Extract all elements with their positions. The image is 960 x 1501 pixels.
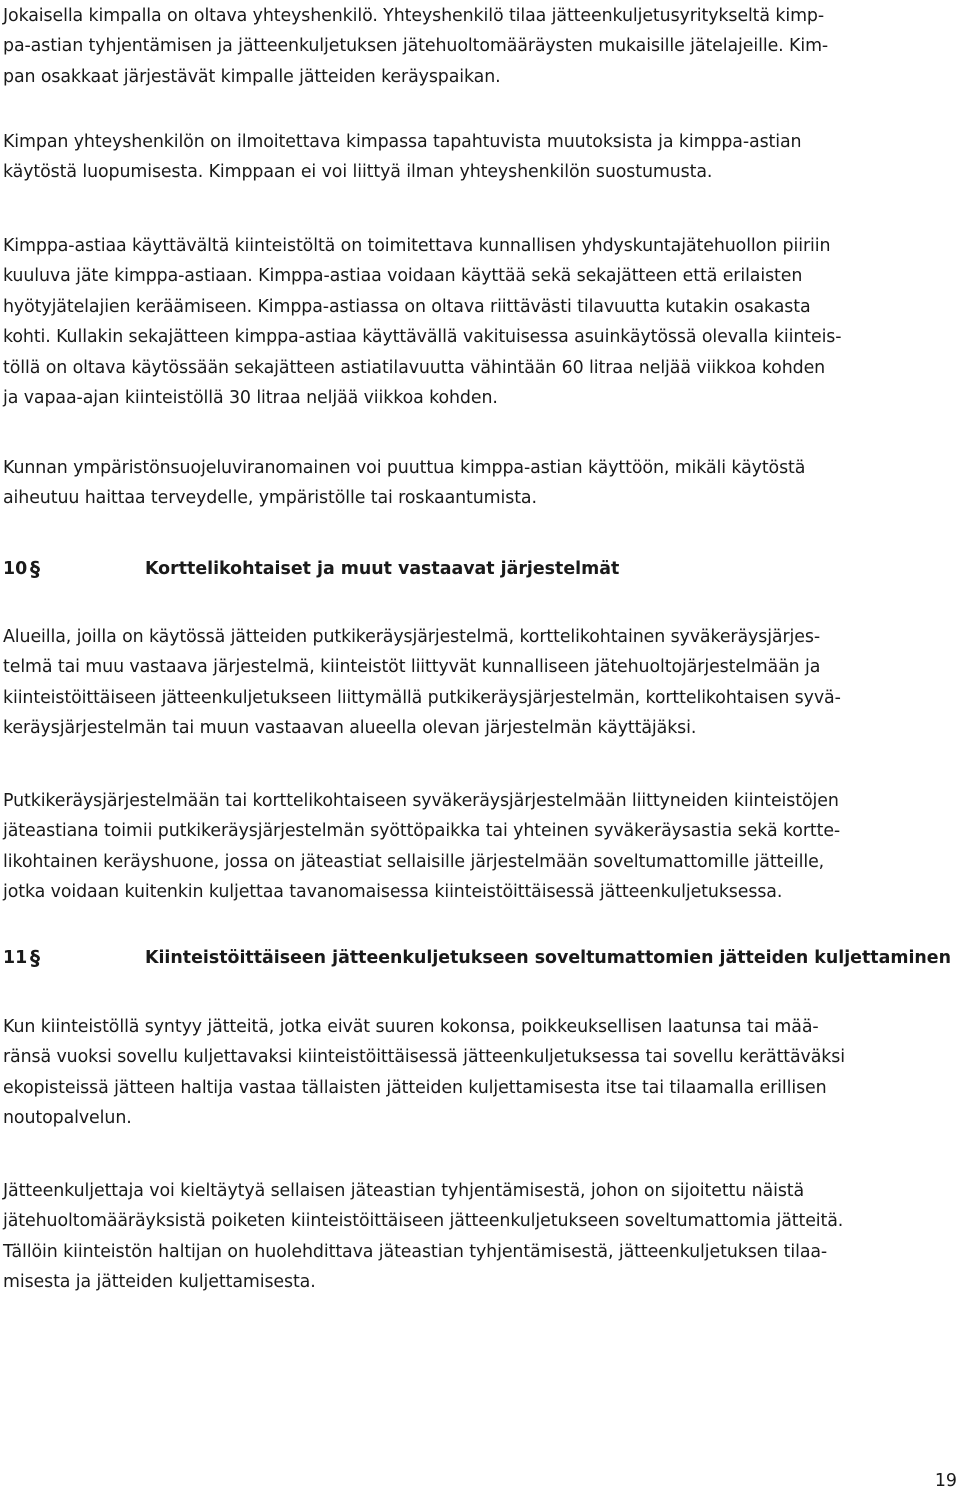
section-number: 11 <box>3 948 28 968</box>
text-line: Kimppa-astiaa käyttävältä kiinteistöltä on toimitettava kunnallisen yhdyskuntajätehuollon piiriin <box>3 236 831 256</box>
text-line: telmä tai muu vastaava järjestelmä, kiinteistöt liittyvät kunnalliseen jätehuoltojärjestelmään ja <box>3 657 821 678</box>
paragraph-text <box>3 1 955 92</box>
paragraph-text <box>3 231 955 413</box>
text-line: pan osakkaat järjestävät kimpalle jätteiden keräyspaikan. <box>3 66 501 87</box>
text-line: Kun kiinteistöllä syntyy jätteitä, jotka eivät suuren kokonsa, poikkeuksellisen laatunsa tai mää- <box>3 1017 819 1037</box>
paragraph-shared-bin-usage <box>3 231 955 413</box>
text-line: Tällöin kiinteistön haltijan on huolehdittava jäteastian tyhjentämisestä, jätteenkuljetuksen tilaa- <box>3 1241 828 1262</box>
paragraph-text <box>3 1176 955 1298</box>
text-line: jäteastiana toimii putkikeräysjärjestelmän syöttöpaikka tai yhteinen syväkeräysastia sekä kortte- <box>3 821 841 842</box>
text-line: pa-astian tyhjentämisen ja jätteenkuljetuksen jätehuoltomääräysten mukaisille jätelajeille. Kim- <box>3 36 829 57</box>
section-title: Korttelikohtaiset ja muut vastaavat järjestelmät <box>145 559 620 579</box>
paragraph-text <box>3 453 955 514</box>
paragraph-unsuitable-waste <box>3 1012 955 1134</box>
text-line: Putkikeräysjärjestelmään tai korttelikohtaiseen syväkeräysjärjestelmään liittyneiden kiinteistöjen <box>3 791 839 811</box>
text-line: Alueilla, joilla on käytössä jätteiden putkikeräysjärjestelmä, korttelikohtainen syväkeräysjärjes- <box>3 627 820 647</box>
text-line: jotka voidaan kuitenkin kuljettaa tavanomaisessa kiinteistöittäisessä jätteenkuljetuksessa. <box>3 882 783 903</box>
paragraph-pipe-collection <box>3 622 955 744</box>
paragraph-text <box>3 786 955 908</box>
text-line: ränsä vuoksi sovellu kuljettavaksi kiinteistöittäisessä jätteenkuljetuksessa tai sovellu kerättäväksi <box>3 1047 845 1068</box>
text-line: kiinteistöittäiseen jätteenkuljetukseen liittymällä putkikeräysjärjestelmän, korttelikohtaisen syvä- <box>3 687 841 708</box>
text-line: töllä on oltava käytössään sekajätteen astiatilavuutta vähintään 60 litraa neljää viikkoa kohden <box>3 357 826 378</box>
text-line: aiheutuu haittaa terveydelle, ympäristölle tai roskaantumista. <box>3 488 537 509</box>
paragraph-pipe-collection-containers <box>3 786 955 908</box>
paragraph-contact-notification <box>3 127 955 188</box>
text-line: kohti. Kullakin sekajätteen kimppa-astiaa käyttävällä vakituisessa asuinkäytössä olevalla kiinteis- <box>3 327 842 348</box>
paragraph-text <box>3 622 955 744</box>
text-line: Jätteenkuljettaja voi kieltäytyä sellaisen jäteastian tyhjentämisestä, johon on sijoitettu näistä <box>3 1181 805 1201</box>
page-number: 19 <box>934 1471 957 1491</box>
text-line: käytöstä luopumisesta. Kimppaan ei voi liittyä ilman yhteyshenkilön suostumusta. <box>3 162 713 183</box>
text-line: hyötyjätelajien keräämiseen. Kimppa-astiassa on oltava riittävästi tilavuutta kutakin osakasta <box>3 296 811 317</box>
text-line: Kimpan yhteyshenkilön on ilmoitettava kimpassa tapahtuvista muutoksista ja kimppa-astian <box>3 132 802 152</box>
text-line: noutopalvelun. <box>3 1108 132 1129</box>
text-line: ja vapaa-ajan kiinteistöllä 30 litraa neljää viikkoa kohden. <box>3 388 498 409</box>
text-line: ekopisteissä jätteen haltija vastaa tällaisten jätteiden kuljettamisesta itse tai tilaamalla erillisen <box>3 1077 827 1098</box>
text-line: likohtainen keräyshuone, jossa on jäteastiat sellaisille järjestelmään soveltumattomille jätteille, <box>3 851 825 872</box>
section-number: 10 <box>3 559 28 579</box>
text-line: keräysjärjestelmän tai muun vastaavan alueella olevan järjestelmän käyttäjäksi. <box>3 718 697 739</box>
paragraph-text <box>3 1012 955 1134</box>
section-symbol: § <box>30 557 40 581</box>
paragraph-authority-intervention <box>3 453 955 514</box>
text-line: misesta ja jätteiden kuljettamisesta. <box>3 1272 316 1293</box>
text-line: Kunnan ympäristönsuojeluviranomainen voi puuttua kimppa-astian käyttöön, mikäli käytöstä <box>3 458 806 478</box>
paragraph-refusal-to-empty <box>3 1176 955 1298</box>
text-line: Jokaisella kimpalla on oltava yhteyshenkilö. Yhteyshenkilö tilaa jätteenkuljetusyritykseltä kimp- <box>3 6 825 26</box>
text-line: kuuluva jäte kimppa-astiaan. Kimppa-astiaa voidaan käyttää sekä sekajätteen että erilaisten <box>3 266 803 287</box>
paragraph-text <box>3 127 955 188</box>
section-title: Kiinteistöittäiseen jätteenkuljetukseen soveltumattomien jätteiden kuljettaminen <box>145 948 951 968</box>
text-line: jätehuoltomääräyksistä poiketen kiinteistöittäiseen jätteenkuljetukseen soveltumattomia jätteitä. <box>3 1211 844 1232</box>
paragraph-contact-person <box>3 1 955 92</box>
section-symbol: § <box>30 946 40 970</box>
